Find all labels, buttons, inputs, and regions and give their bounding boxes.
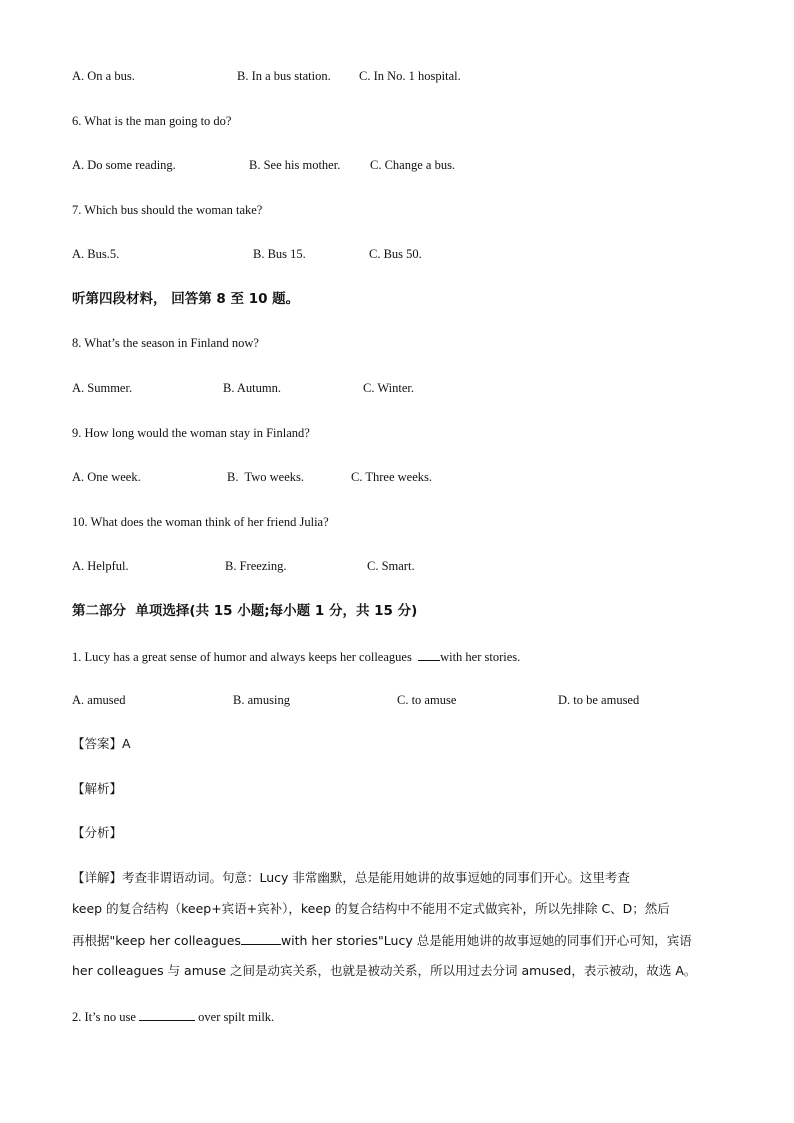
- p1-detail-text1: 考查非谓语动词。句意：Lucy 非常幽默，总是能用她讲的故事逗她的同事们开心。这里考查: [122, 870, 630, 885]
- p1-detail-line3-before: 再根据"keep her colleagues: [72, 933, 241, 948]
- q7-stem: 7. Which bus should the woman take?: [72, 203, 263, 217]
- p1-detail-line3-after: with her stories"Lucy 总是能用她讲的故事逗她的同事们开心可知，宾语: [280, 933, 692, 948]
- p1-option-c: C. to amuse: [397, 693, 457, 707]
- q10-stem: 10. What does the woman think of her friend Julia?: [72, 515, 329, 529]
- q6-option-a: A. Do some reading.: [72, 158, 176, 172]
- p2-stem-before: 2. It’s no use: [72, 1010, 136, 1024]
- q8-stem: 8. What’s the season in Finland now?: [72, 336, 259, 350]
- q7-option-b: B. Bus 15.: [253, 247, 306, 261]
- q5-options: [72, 68, 722, 84]
- q7-option-c: C. Bus 50.: [369, 247, 422, 261]
- p1-answer-label: 【答案】: [72, 736, 123, 751]
- q5-option-c: C. In No. 1 hospital.: [359, 69, 461, 83]
- p1-stem-before: 1. Lucy has a great sense of humor and always keeps her colleagues: [72, 650, 412, 664]
- q6-option-b: B. See his mother.: [249, 158, 341, 172]
- q6-option-c: C. Change a bus.: [370, 158, 456, 172]
- p1-option-a: A. amused: [72, 693, 126, 707]
- q5-option-a: A. On a bus.: [72, 69, 135, 83]
- q5-option-b: B. In a bus station.: [237, 69, 331, 83]
- p2-stem-after: over spilt milk.: [198, 1010, 275, 1024]
- p1-detail-line2: keep 的复合结构（keep+宾语+宾补），keep 的复合结构中不能用不定式做宾补，所以先排除 C、D；然后: [72, 901, 670, 916]
- p2-stem: [72, 1008, 274, 1025]
- p1-answer: [72, 736, 131, 752]
- q7-option-a: A. Bus.5.: [72, 247, 120, 261]
- q10-option-c: C. Smart.: [367, 559, 415, 573]
- p1-fenxi-label: 【分析】: [72, 825, 123, 840]
- p1-detail-label: 【详解】: [72, 870, 123, 885]
- q7-options: [72, 246, 722, 262]
- p2-blank[interactable]: [139, 1008, 195, 1021]
- q8-option-b: B. Autumn.: [223, 381, 281, 395]
- q9-stem: 9. How long would the woman stay in Finland?: [72, 426, 310, 440]
- p1-stem-after: with her stories.: [440, 650, 521, 664]
- p1-stem: [72, 648, 520, 665]
- p1-analysis-label: 【解析】: [72, 781, 123, 796]
- p1-detail-line1: [72, 870, 630, 886]
- p1-options: [72, 692, 722, 708]
- q8-option-c: C. Winter.: [363, 381, 415, 395]
- p1-option-d: D. to be amused: [558, 693, 640, 707]
- q6-stem: 6. What is the man going to do?: [72, 114, 232, 128]
- p1-blank[interactable]: [418, 648, 440, 661]
- part2-heading: 第二部分 单项选择(共 15 小题;每小题 1 分，共 15 分): [72, 603, 418, 619]
- p1-detail-line4: her colleagues 与 amuse 之间是动宾关系，也就是被动关系，所以用过去分词 amused，表示被动，故选 A。: [72, 963, 697, 978]
- p1-detail-blank: [241, 932, 281, 945]
- q9-option-a: A. One week.: [72, 470, 141, 484]
- p1-option-b: B. amusing: [233, 693, 290, 707]
- p1-answer-value: A: [122, 736, 131, 751]
- q9-option-c: C. Three weeks.: [351, 470, 432, 484]
- q9-options: [72, 469, 722, 485]
- q8-option-a: A. Summer.: [72, 381, 133, 395]
- p1-detail-line3: [72, 932, 692, 949]
- q6-options: [72, 157, 722, 173]
- q10-option-a: A. Helpful.: [72, 559, 129, 573]
- q8-options: [72, 380, 722, 396]
- q9-option-b: B. Two weeks.: [227, 470, 305, 484]
- section4-heading: 听第四段材料， 回答第 8 至 10 题。: [72, 291, 300, 307]
- q10-option-b: B. Freezing.: [225, 559, 287, 573]
- q10-options: [72, 558, 722, 574]
